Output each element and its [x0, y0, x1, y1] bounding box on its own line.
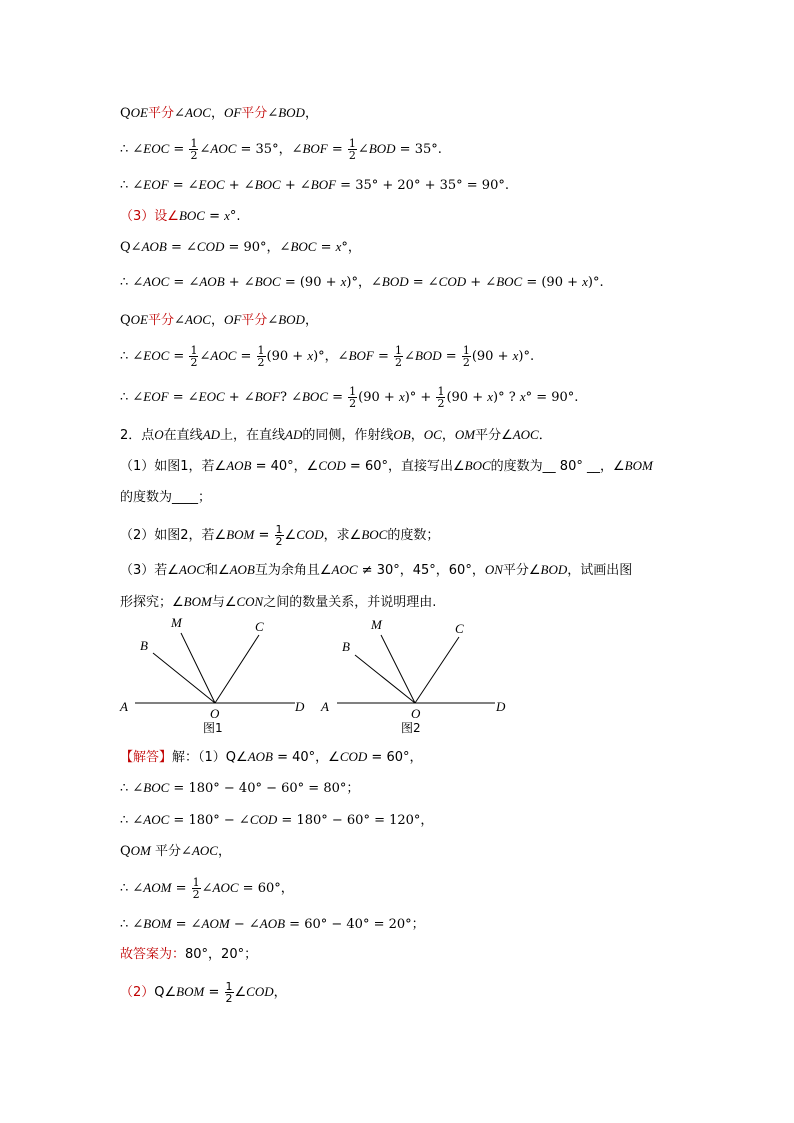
- figure-1: [115, 613, 315, 738]
- answer-heading: 【解答】: [120, 750, 173, 765]
- question-2-part-3-cont: 形探究；∠BOM与∠CON之间的数量关系，并说明理由.: [120, 594, 437, 610]
- answer-line-6: ∴ ∠BOM = ∠AOM − ∠AOB = 60° − 40° = 20°；: [120, 916, 425, 932]
- answer-line-1: 【解答】解：（1）Q∠AOB = 40°，∠COD = 60°，: [120, 749, 423, 765]
- figure-2: [317, 613, 517, 738]
- answer-blank-1: __ 80° __: [542, 459, 600, 474]
- text-line-3: ∴ ∠EOF = ∠EOC + ∠BOC + ∠BOF = 35° + 20° + 35° = 90°.: [120, 177, 509, 193]
- fig2-label-c: C: [455, 621, 464, 636]
- text-line-8: ∴ ∠EOC = $\frac{1}{2}$ ∠AOC = $\frac{1}{2}$ (90 + x)°，∠BOF = $\frac{1}{2}$ ∠BOD = $\frac{1}{2}$ (90 + x)°.: [120, 344, 535, 369]
- fig2-label-o: O: [411, 706, 421, 721]
- fig1-label-a: A: [120, 699, 128, 714]
- question-2: 2．点O在直线AD上，在直线AD的同侧，作射线OB，OC，OM平分∠AOC．: [120, 427, 552, 443]
- answer-line-3: ∴ ∠AOC = 180° − ∠COD = 180° − 60° = 120°，: [120, 812, 434, 828]
- text-line-4: （3）设∠BOC = x°.: [120, 208, 241, 224]
- text-line-1: QOE平分∠AOC，OF平分∠BOD，: [120, 105, 318, 121]
- fig2-label-d: D: [496, 699, 506, 714]
- text-line-2: ∴ ∠EOC = $\frac{1}{2}$ ∠AOC = 35°，∠BOF = $\frac{1}{2}$ ∠BOD = 35°.: [120, 137, 442, 162]
- answer-line-7: 故答案为：80°，20°；: [120, 947, 258, 962]
- fig1-label-m: M: [171, 615, 182, 630]
- question-2-part-2: （2）如图2，若∠BOM = $\frac{1}{2}$ ∠COD，求∠BOC的度数；: [120, 523, 440, 548]
- fig1-label-d: D: [295, 699, 305, 714]
- answer-line-8: （2）Q∠BOM = $\frac{1}{2}$ ∠COD，: [120, 980, 287, 1005]
- text-line-5: Q∠AOB = ∠COD = 90°，∠BOC = x°，: [120, 239, 361, 255]
- answer-line-5: ∴ ∠AOM = $\frac{1}{2}$ ∠AOC = 60°，: [120, 876, 294, 901]
- answer-line-2: ∴ ∠BOC = 180° − 40° − 60° = 80°；: [120, 780, 360, 796]
- text-line-9: ∴ ∠EOF = ∠EOC + ∠BOF? ∠BOC = $\frac{1}{2}$ (90 + x)° + $\frac{1}{2}$ (90 + x)° ? x° = 90°.: [120, 385, 579, 410]
- fig1-label-b: B: [140, 638, 148, 653]
- fig1-label-c: C: [255, 619, 264, 634]
- question-2-part-1: （1）如图1，若∠AOB = 40°，∠COD = 60°，直接写出∠BOC的度数为__ 80° __，∠BOM: [120, 458, 653, 474]
- fig2-label-m: M: [371, 617, 382, 632]
- question-2-part-1-cont: 的度数为____；: [120, 490, 212, 505]
- figure-1-caption: 图1: [203, 721, 223, 735]
- fig2-label-a: A: [321, 699, 329, 714]
- question-2-part-3: （3）若∠AOC和∠AOB互为余角且∠AOC ≠ 30°，45°，60°，ON平分∠BOD，试画出图: [120, 562, 633, 578]
- figure-2-caption: 图2: [401, 721, 421, 735]
- text-line-7: QOE平分∠AOC，OF平分∠BOD，: [120, 312, 318, 328]
- answer-line-4: QOM 平分∠AOC，: [120, 843, 231, 859]
- fig1-label-o: O: [210, 706, 220, 721]
- fig2-label-b: B: [342, 639, 350, 654]
- text-line-6: ∴ ∠AOC = ∠AOB + ∠BOC = (90 + x)°，∠BOD = ∠COD + ∠BOC = (90 + x)°.: [120, 274, 604, 290]
